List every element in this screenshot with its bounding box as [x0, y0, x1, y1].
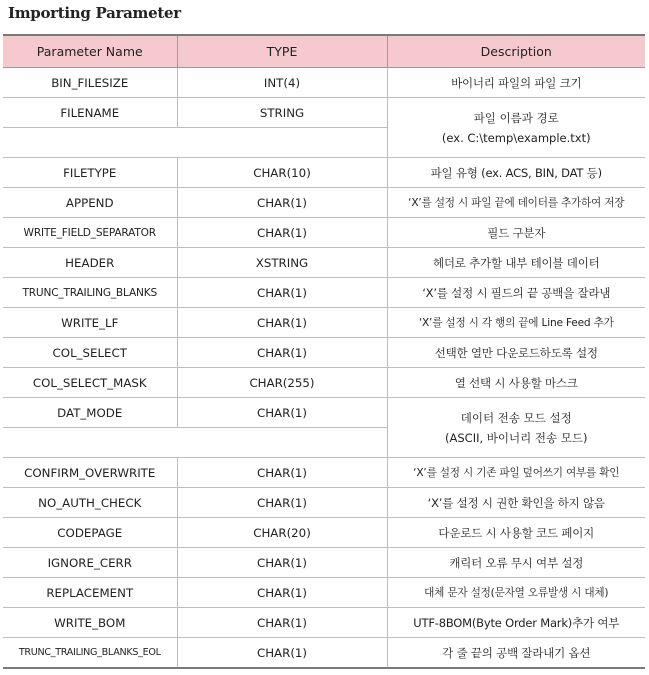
param-type: XSTRING: [177, 248, 387, 278]
table-row: [3, 218, 645, 248]
param-type: CHAR(1): [177, 608, 387, 638]
table-row: [3, 308, 645, 338]
param-name: CODEPAGE: [3, 518, 177, 548]
param-description: 대체 문자 설정(문자열 오류발생 시 대체): [387, 578, 645, 608]
table-row: [3, 578, 645, 608]
param-name: IGNORE_CERR: [3, 548, 177, 578]
param-type: CHAR(1): [177, 548, 387, 578]
param-name: REPLACEMENT: [3, 578, 177, 608]
param-type: CHAR(1): [177, 488, 387, 518]
param-description: ‘X’를 설정 시 파일 끝에 데이터를 추가하여 저장: [387, 188, 645, 218]
param-name: TRUNC_TRAILING_BLANKS_EOL: [3, 638, 177, 669]
param-type: CHAR(1): [177, 338, 387, 368]
table-row: [3, 278, 645, 308]
header-parameter-name: Parameter Name: [3, 35, 177, 68]
param-name: DAT_MODE: [3, 398, 177, 428]
param-type: STRING: [177, 98, 387, 128]
empty-cell: [3, 428, 387, 458]
param-type: CHAR(1): [177, 188, 387, 218]
param-name: WRITE_BOM: [3, 608, 177, 638]
param-name: TRUNC_TRAILING_BLANKS: [3, 278, 177, 308]
param-type: INT(4): [177, 68, 387, 98]
param-description: 파일 유형 (ex. ACS, BIN, DAT 등): [387, 158, 645, 188]
table-row: [3, 188, 645, 218]
param-description: 헤더로 추가할 내부 테이블 데이터: [387, 248, 645, 278]
table-row: [3, 608, 645, 638]
param-type: CHAR(20): [177, 518, 387, 548]
param-name: APPEND: [3, 188, 177, 218]
param-description: 선택한 열만 다운로드하도록 설정: [387, 338, 645, 368]
table-row: [3, 398, 645, 428]
param-description: 캐릭터 오류 무시 여부 설정: [387, 548, 645, 578]
param-description: 바이너리 파일의 파일 크기: [387, 68, 645, 98]
param-name: BIN_FILESIZE: [3, 68, 177, 98]
param-description: ‘X’를 설정 시 기존 파일 덮어쓰기 여부를 확인: [387, 458, 645, 488]
section-title: Importing Parameter: [8, 4, 181, 22]
header-type: TYPE: [177, 35, 387, 68]
table-row: [3, 458, 645, 488]
table-row: [3, 98, 645, 128]
param-description: 열 선택 시 사용할 마스크: [387, 368, 645, 398]
param-description: [387, 98, 645, 158]
table-row: [3, 548, 645, 578]
param-description: 다운로드 시 사용할 코드 페이지: [387, 518, 645, 548]
empty-cell: [3, 128, 387, 158]
param-name: HEADER: [3, 248, 177, 278]
table-row: [3, 518, 645, 548]
param-name: CONFIRM_OVERWRITE: [3, 458, 177, 488]
param-name: WRITE_LF: [3, 308, 177, 338]
param-description: UTF-8BOM(Byte Order Mark)추가 여부: [387, 608, 645, 638]
param-name: FILENAME: [3, 98, 177, 128]
param-type: CHAR(1): [177, 578, 387, 608]
description-line-2: (ex. C:\temp\example.txt): [441, 130, 591, 145]
table-row: [3, 368, 645, 398]
param-type: CHAR(1): [177, 218, 387, 248]
table-row: [3, 248, 645, 278]
param-name: FILETYPE: [3, 158, 177, 188]
param-type: CHAR(255): [177, 368, 387, 398]
param-type: CHAR(10): [177, 158, 387, 188]
param-type: CHAR(1): [177, 398, 387, 428]
param-name: NO_AUTH_CHECK: [3, 488, 177, 518]
param-description: ‘X’를 설정 시 필드의 끝 공백을 잘라냄: [387, 278, 645, 308]
table-header-row: [3, 35, 645, 68]
table-row: [3, 158, 645, 188]
param-name: COL_SELECT_MASK: [3, 368, 177, 398]
table-row: [3, 338, 645, 368]
param-type: CHAR(1): [177, 278, 387, 308]
description-line-1: 데이터 전송 모드 설정: [460, 410, 572, 425]
param-description: 필드 구분자: [387, 218, 645, 248]
description-line-1: 파일 이름과 경로: [473, 110, 559, 125]
param-description: ‘X’를 설정 시 권한 확인을 하지 않음: [387, 488, 645, 518]
table-row: [3, 68, 645, 98]
param-description: 각 줄 끝의 공백 잘라내기 옵션: [387, 638, 645, 669]
param-name: WRITE_FIELD_SEPARATOR: [3, 218, 177, 248]
table-row: [3, 488, 645, 518]
param-type: CHAR(1): [177, 458, 387, 488]
table-row: [3, 638, 645, 669]
header-description: Description: [387, 35, 645, 68]
param-type: CHAR(1): [177, 308, 387, 338]
description-line-2: (ASCII, 바이너리 전송 모드): [445, 430, 588, 445]
param-type: CHAR(1): [177, 638, 387, 669]
param-description: ‘X’를 설정 시 각 행의 끝에 Line Feed 추가: [387, 308, 645, 338]
parameter-table: [3, 34, 645, 669]
param-description: [387, 398, 645, 458]
param-name: COL_SELECT: [3, 338, 177, 368]
